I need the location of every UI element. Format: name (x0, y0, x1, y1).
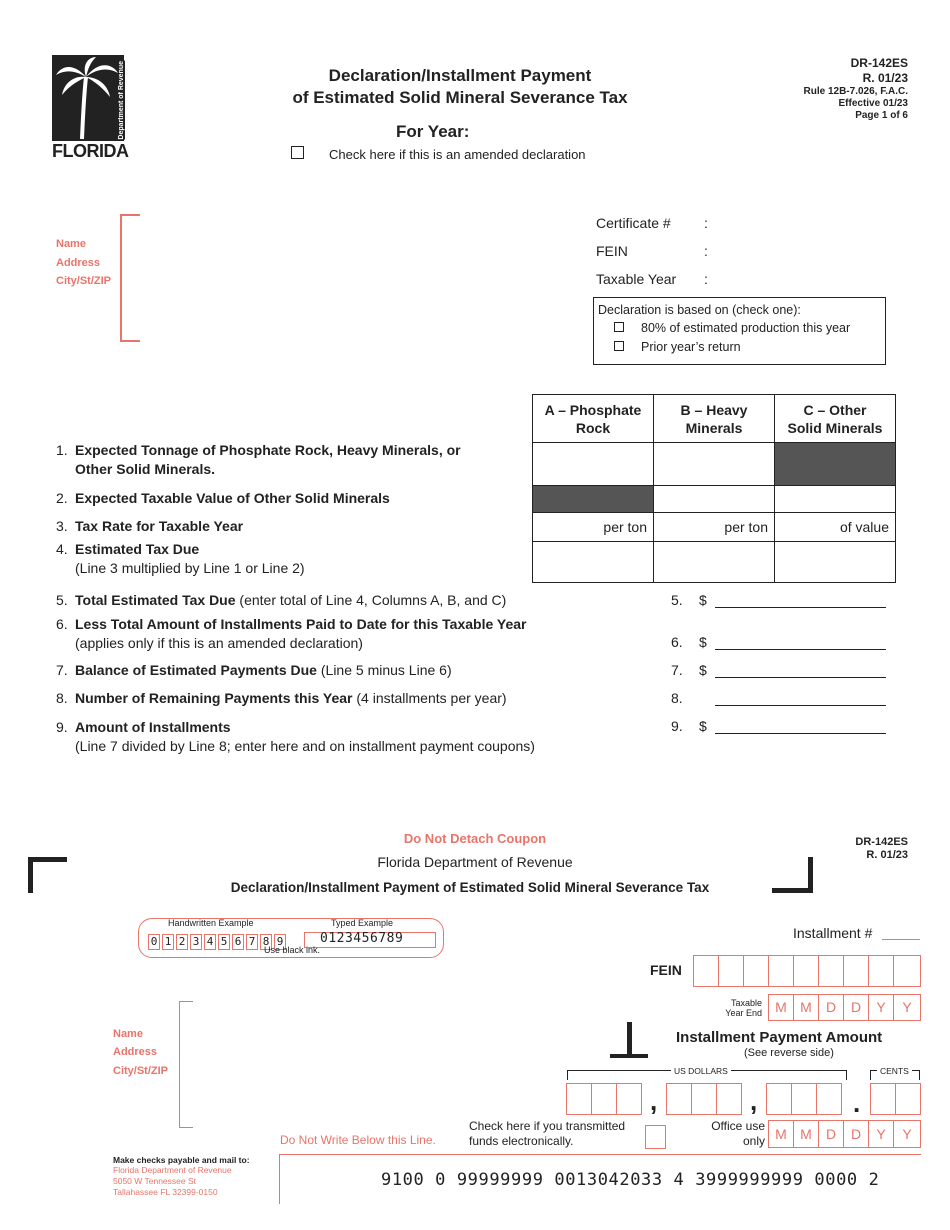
t-mark-vertical (627, 1022, 632, 1056)
basis-prior-checkbox[interactable] (614, 341, 624, 351)
coupon-form-id: DR-142ES (855, 836, 908, 848)
office-box-m1: M (768, 1120, 794, 1148)
coupon-fein-label: FEIN (650, 962, 682, 978)
fein-box-2[interactable] (718, 955, 744, 987)
line5-answer (671, 592, 886, 608)
fein-box-3[interactable] (743, 955, 769, 987)
dollar-box-5[interactable] (691, 1083, 717, 1115)
line2 (56, 490, 390, 506)
t-mark-horizontal (610, 1054, 648, 1058)
fein-box-9[interactable] (893, 955, 921, 987)
line4-note: (Line 3 multiplied by Line 1 or Line 2) (75, 560, 305, 576)
see-reverse-label: (See reverse side) (744, 1047, 834, 1059)
coupon-address-label: Address (113, 1046, 158, 1058)
hw-digit-1: 1 (162, 934, 174, 950)
year-end-box-m1[interactable]: M (768, 994, 794, 1021)
line4-text: Estimated Tax Due (75, 541, 200, 557)
year-end-box-d1[interactable]: D (818, 994, 844, 1021)
line6-input[interactable] (715, 636, 886, 650)
name-label: Name (56, 238, 86, 250)
logo-subtext: Department of Revenue (118, 61, 125, 140)
line2-text: Expected Taxable Value of Other Solid Minerals (75, 490, 390, 506)
hw-digit-7: 7 (246, 934, 258, 950)
line5-text: Total Estimated Tax Due (75, 592, 236, 608)
line3-col-a[interactable] (533, 513, 654, 542)
office-use-boxes (768, 1120, 921, 1148)
cents-box-1[interactable] (870, 1083, 896, 1115)
coupon-agency: Florida Department of Revenue (377, 854, 573, 870)
decimal-point: . (853, 1088, 861, 1118)
corner-mark-left (28, 857, 67, 893)
amended-label: Check here if this is an amended declaration (329, 147, 586, 162)
taxable-year-end-label1: Taxable (730, 998, 762, 1008)
payable-line3: Tallahassee FL 32399-0150 (113, 1187, 218, 1197)
line4 (56, 540, 305, 578)
fein-colon: : (704, 243, 708, 259)
office-box-y2: Y (893, 1120, 921, 1148)
form-revision: R. 01/23 (862, 71, 908, 85)
basis-80-label: 80% of estimated production this year (641, 321, 851, 335)
hw-digit-6: 6 (232, 934, 244, 950)
line5 (56, 592, 506, 608)
column-a-line1: A – Phosphate (544, 401, 642, 418)
florida-logo (52, 55, 128, 161)
amended-checkbox[interactable] (291, 146, 304, 159)
dollar-box-9[interactable] (816, 1083, 842, 1115)
coupon-fein-boxes[interactable] (693, 955, 921, 987)
office-box-y1: Y (868, 1120, 894, 1148)
dollar-box-2[interactable] (591, 1083, 617, 1115)
do-not-write-label: Do Not Write Below this Line. (280, 1133, 436, 1147)
year-end-box-d2[interactable]: D (843, 994, 869, 1021)
form-page: Page 1 of 6 (855, 110, 908, 121)
line9-number: 9. (56, 719, 68, 735)
office-box-d2: D (843, 1120, 869, 1148)
year-end-box-y1[interactable]: Y (868, 994, 894, 1021)
electronic-label1: Check here if you transmitted (469, 1119, 626, 1133)
address-label: Address (56, 257, 101, 269)
line7-dollar: $ (699, 662, 707, 678)
comma-2: , (750, 1086, 758, 1116)
fein-label: FEIN (596, 243, 628, 259)
certificate-colon: : (704, 215, 708, 231)
line8-note: (4 installments per year) (352, 690, 507, 706)
line1-number: 1. (56, 442, 68, 458)
typed-example-label: Typed Example (331, 918, 394, 928)
basis-prior-label: Prior year’s return (641, 340, 741, 354)
line9-text: Amount of Installments (75, 719, 231, 735)
electronic-checkbox[interactable] (645, 1125, 666, 1149)
certificate-label: Certificate # (596, 215, 671, 231)
line5-ref: 5. (671, 592, 683, 608)
corner-mark-right (772, 857, 813, 893)
coupon-title: Declaration/Installment Payment of Estimated Solid Mineral Severance Tax (230, 880, 710, 895)
line7 (56, 662, 452, 678)
line9-answer (671, 718, 886, 734)
column-b-header (654, 395, 775, 443)
office-box-d1: D (818, 1120, 844, 1148)
coupon-revision: R. 01/23 (866, 849, 908, 861)
line3-number: 3. (56, 518, 68, 534)
taxable-year-label: Taxable Year (596, 271, 677, 287)
line9-input[interactable] (715, 720, 886, 734)
for-year-label: For Year: (396, 122, 470, 141)
hw-digit-9: 9 (274, 934, 286, 950)
form-effective: Effective 01/23 (838, 98, 908, 109)
line7-text: Balance of Estimated Payments Due (75, 662, 317, 678)
line9-ref: 9. (671, 718, 683, 734)
address-bracket[interactable] (120, 214, 140, 342)
column-a-line2: Rock (575, 419, 611, 436)
comma-1: , (650, 1086, 658, 1116)
per-ton-a: per ton (603, 519, 647, 535)
coupon-address-bracket[interactable] (179, 1001, 193, 1128)
coupon-city-label: City/St/ZIP (113, 1065, 169, 1077)
dollar-box-6[interactable] (716, 1083, 742, 1115)
line8-ref: 8. (671, 690, 683, 706)
line6-dollar: $ (699, 634, 707, 650)
electronic-label2: funds electronically. (469, 1134, 574, 1148)
office-use-label1: Office use (711, 1119, 765, 1133)
line6-number: 6. (56, 616, 68, 632)
form-title-line2: of Estimated Solid Mineral Severance Tax (292, 88, 628, 107)
taxable-year-end-label2: Year End (725, 1008, 762, 1018)
line4-col-a[interactable] (533, 542, 654, 583)
line5-number: 5. (56, 592, 68, 608)
line7-number: 7. (56, 662, 68, 678)
line2-col-c[interactable] (775, 486, 896, 513)
dollar-box-1[interactable] (566, 1083, 592, 1115)
line6-answer (671, 634, 886, 650)
line1-col-a[interactable] (533, 443, 654, 486)
line8-answer (671, 690, 886, 706)
line2-col-a-shaded (533, 486, 654, 513)
payable-title: Make checks payable and mail to: (113, 1155, 250, 1165)
payable-line1: Florida Department of Revenue (113, 1165, 232, 1175)
line3-col-c[interactable] (775, 513, 896, 542)
typed-digits: 0123456789 (320, 931, 404, 946)
fein-box-6[interactable] (818, 955, 844, 987)
line1-col-b[interactable] (654, 443, 775, 486)
line5-dollar: $ (699, 592, 707, 608)
dollar-box-8[interactable] (791, 1083, 817, 1115)
cents-label: CENTS (877, 1066, 912, 1076)
line8-input[interactable] (715, 692, 886, 706)
fein-box-4[interactable] (768, 955, 794, 987)
payable-line2: 5050 W Tennessee St (113, 1176, 197, 1186)
column-c-line2: Solid Minerals (787, 419, 883, 436)
dollar-box-3[interactable] (616, 1083, 642, 1115)
line3-text: Tax Rate for Taxable Year (75, 518, 244, 534)
do-not-detach: Do Not Detach Coupon (403, 831, 547, 846)
hw-digit-0: 0 (148, 934, 160, 950)
line2-col-b[interactable] (654, 486, 775, 513)
installment-input[interactable] (882, 926, 920, 940)
taxable-year-colon: : (704, 271, 708, 287)
payment-amount-label: Installment Payment Amount (676, 1029, 883, 1046)
hw-digit-5: 5 (218, 934, 230, 950)
per-ton-b: per ton (724, 519, 768, 535)
line9-note: (Line 7 divided by Line 8; enter here and on installment payment coupons) (75, 738, 535, 754)
line6-ref: 6. (671, 634, 683, 650)
line6-note: (applies only if this is an amended declaration) (75, 635, 363, 651)
mineral-table (532, 394, 896, 583)
column-c-line1: C – Other (803, 401, 867, 418)
year-end-box-m2[interactable]: M (793, 994, 819, 1021)
line7-note: (Line 5 minus Line 6) (316, 662, 452, 678)
installment-label: Installment # (793, 925, 873, 941)
line1 (56, 441, 461, 479)
hw-digit-8: 8 (260, 934, 272, 950)
line6 (56, 615, 526, 653)
line1-text2: Other Solid Minerals. (75, 461, 216, 477)
office-use-label2: only (742, 1134, 765, 1148)
line9 (56, 718, 535, 756)
column-b-line2: Minerals (685, 419, 743, 436)
line6-text: Less Total Amount of Installments Paid to Date for this Taxable Year (75, 616, 527, 632)
us-dollars-label: US DOLLARS (671, 1066, 731, 1076)
fein-box-1[interactable] (693, 955, 719, 987)
black-ink-note: Use black ink. (264, 945, 321, 955)
line8-text: Number of Remaining Payments this Year (75, 690, 353, 706)
line1-text: Expected Tonnage of Phosphate Rock, Heavy Minerals, or (75, 442, 461, 458)
form-title-line1: Declaration/Installment Payment (328, 66, 592, 85)
form-id: DR-142ES (850, 56, 908, 70)
line5-note: (enter total of Line 4, Columns A, B, and C) (235, 592, 507, 608)
dollar-box-4[interactable] (666, 1083, 692, 1115)
line7-input[interactable] (715, 664, 886, 678)
line7-answer (671, 662, 886, 678)
line1-col-c-shaded (775, 443, 896, 486)
line8 (56, 690, 507, 706)
of-value-c: of value (839, 519, 889, 535)
line4-col-b[interactable] (654, 542, 775, 583)
column-a-header (533, 395, 654, 443)
fein-box-8[interactable] (868, 955, 894, 987)
line4-number: 4. (56, 541, 68, 557)
line8-number: 8. (56, 690, 68, 706)
fein-box-5[interactable] (793, 955, 819, 987)
year-end-box-y2[interactable]: Y (893, 994, 921, 1021)
city-label: City/St/ZIP (56, 275, 112, 287)
form-rule: Rule 12B-7.026, F.A.C. (803, 86, 908, 97)
dollar-box-7[interactable] (766, 1083, 792, 1115)
line3-col-b[interactable] (654, 513, 775, 542)
scanline: 9100 0 99999999 0013042033 4 3999999999 0000 2 (381, 1170, 880, 1190)
column-b-line1: B – Heavy (680, 401, 748, 418)
cents-box-2[interactable] (895, 1083, 921, 1115)
hw-digit-3: 3 (190, 934, 202, 950)
coupon-name-label: Name (113, 1028, 143, 1040)
line4-col-c[interactable] (775, 542, 896, 583)
year-end-boxes[interactable] (768, 994, 921, 1021)
basis-80-checkbox[interactable] (614, 322, 624, 332)
column-c-header (775, 395, 896, 443)
dollar-boxes[interactable] (566, 1083, 921, 1115)
line7-ref: 7. (671, 662, 683, 678)
office-box-m2: M (793, 1120, 819, 1148)
line9-dollar: $ (699, 718, 707, 734)
line5-input[interactable] (715, 594, 886, 608)
hw-digit-4: 4 (204, 934, 216, 950)
line2-number: 2. (56, 490, 68, 506)
line3 (56, 518, 243, 534)
hw-digit-2: 2 (176, 934, 188, 950)
fein-box-7[interactable] (843, 955, 869, 987)
handwritten-example-label: Handwritten Example (168, 918, 254, 928)
basis-title: Declaration is based on (check one): (598, 303, 801, 317)
logo-text: FLORIDA (52, 141, 129, 161)
palm-tree-icon (52, 55, 124, 141)
